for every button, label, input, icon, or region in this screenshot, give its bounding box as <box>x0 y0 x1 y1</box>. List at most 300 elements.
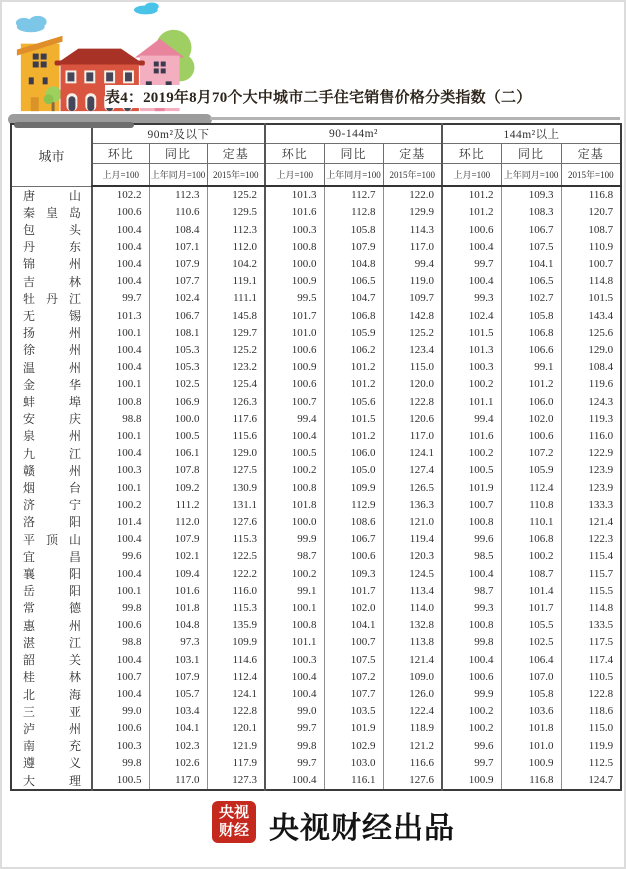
index-value: 117.0 <box>383 238 442 255</box>
index-value: 125.4 <box>207 376 265 393</box>
table-header <box>11 124 621 186</box>
index-value: 122.8 <box>561 685 621 702</box>
index-value: 98.7 <box>442 582 501 599</box>
table-row <box>11 307 621 324</box>
index-value: 107.2 <box>324 668 383 685</box>
index-value: 106.8 <box>501 324 561 341</box>
index-value: 103.1 <box>149 651 207 668</box>
index-value: 127.4 <box>383 462 442 479</box>
index-value: 100.3 <box>92 737 149 754</box>
index-value: 100.6 <box>501 427 561 444</box>
index-value: 100.3 <box>265 651 324 668</box>
index-value: 115.0 <box>561 720 621 737</box>
index-value: 131.1 <box>207 496 265 513</box>
index-value: 100.5 <box>442 462 501 479</box>
table-row <box>11 685 621 702</box>
index-value: 105.8 <box>501 685 561 702</box>
index-value: 99.8 <box>92 599 149 616</box>
city-name: 南充 <box>23 739 81 754</box>
index-value: 107.7 <box>324 685 383 702</box>
table-row <box>11 255 621 272</box>
index-value: 101.5 <box>324 410 383 427</box>
index-value: 104.1 <box>501 255 561 272</box>
city-name: 丹东 <box>23 240 81 255</box>
city-column-header: 城市 <box>11 124 92 186</box>
index-value: 106.0 <box>501 393 561 410</box>
road-shadow <box>14 122 134 128</box>
index-value: 99.9 <box>265 531 324 548</box>
index-value: 101.2 <box>442 186 501 204</box>
index-value: 101.3 <box>265 186 324 204</box>
index-value: 109.9 <box>207 634 265 651</box>
index-value: 101.3 <box>92 307 149 324</box>
index-value: 133.3 <box>561 496 621 513</box>
index-value: 100.8 <box>265 479 324 496</box>
index-value: 101.8 <box>501 720 561 737</box>
col-header: 同比 <box>501 143 561 163</box>
index-value: 119.4 <box>383 531 442 548</box>
index-value: 99.1 <box>501 359 561 376</box>
index-value: 99.3 <box>442 290 501 307</box>
index-value: 106.7 <box>149 307 207 324</box>
index-value: 100.2 <box>442 376 501 393</box>
index-value: 100.3 <box>442 359 501 376</box>
index-value: 100.4 <box>92 221 149 238</box>
index-value: 100.4 <box>92 273 149 290</box>
index-value: 101.2 <box>442 204 501 221</box>
index-value: 100.1 <box>265 599 324 616</box>
index-value: 112.7 <box>324 186 383 204</box>
index-value: 102.0 <box>501 410 561 427</box>
index-value: 110.1 <box>501 513 561 530</box>
index-value: 100.8 <box>442 513 501 530</box>
col-header: 环比 <box>265 143 324 163</box>
index-value: 103.5 <box>324 703 383 720</box>
index-value: 102.9 <box>324 737 383 754</box>
table-row <box>11 479 621 496</box>
index-value: 122.8 <box>207 703 265 720</box>
index-value: 106.6 <box>501 341 561 358</box>
index-value: 106.0 <box>324 445 383 462</box>
cloud-icon <box>16 16 47 32</box>
index-value: 135.9 <box>207 617 265 634</box>
index-value: 117.5 <box>561 634 621 651</box>
index-value: 99.7 <box>442 754 501 771</box>
index-value: 100.6 <box>92 617 149 634</box>
index-value: 99.1 <box>265 582 324 599</box>
index-value: 116.0 <box>561 427 621 444</box>
index-value: 100.4 <box>442 565 501 582</box>
table-row <box>11 634 621 651</box>
city-name: 三亚 <box>23 704 81 719</box>
index-value: 127.6 <box>383 771 442 790</box>
index-value: 115.3 <box>207 599 265 616</box>
index-value: 100.7 <box>92 668 149 685</box>
index-value: 100.8 <box>442 617 501 634</box>
index-value: 101.8 <box>149 599 207 616</box>
base-header: 上年同月=100 <box>149 163 207 186</box>
index-value: 100.4 <box>92 565 149 582</box>
index-value: 107.5 <box>324 651 383 668</box>
city-name: 温州 <box>23 360 81 375</box>
index-value: 99.7 <box>92 290 149 307</box>
index-value: 98.8 <box>92 410 149 427</box>
table-row <box>11 462 621 479</box>
index-value: 105.5 <box>501 617 561 634</box>
index-value: 100.4 <box>92 255 149 272</box>
index-value: 106.8 <box>324 307 383 324</box>
index-value: 121.2 <box>383 737 442 754</box>
city-name: 烟台 <box>23 481 81 496</box>
index-value: 122.4 <box>383 703 442 720</box>
table-row <box>11 376 621 393</box>
index-value: 104.8 <box>324 255 383 272</box>
index-value: 100.4 <box>265 685 324 702</box>
index-value: 100.6 <box>442 668 501 685</box>
index-value: 112.0 <box>149 513 207 530</box>
index-value: 99.8 <box>92 754 149 771</box>
index-value: 98.5 <box>442 548 501 565</box>
index-value: 101.2 <box>324 359 383 376</box>
index-value: 102.1 <box>149 548 207 565</box>
index-value: 102.4 <box>442 307 501 324</box>
index-value: 145.8 <box>207 307 265 324</box>
index-value: 116.8 <box>501 771 561 790</box>
index-value: 101.5 <box>561 290 621 307</box>
index-value: 142.8 <box>383 307 442 324</box>
table-title: 表4：2019年8月70个大中城市二手住宅销售价格分类指数（二） <box>105 90 532 106</box>
index-value: 101.7 <box>265 307 324 324</box>
index-value: 116.6 <box>383 754 442 771</box>
index-value: 107.5 <box>501 238 561 255</box>
index-value: 119.3 <box>561 410 621 427</box>
index-value: 100.9 <box>501 754 561 771</box>
index-value: 121.9 <box>207 737 265 754</box>
base-header: 2015年=100 <box>561 163 621 186</box>
index-value: 106.8 <box>501 531 561 548</box>
index-value: 100.6 <box>92 720 149 737</box>
index-value: 106.7 <box>501 221 561 238</box>
index-value: 99.6 <box>92 548 149 565</box>
table-row <box>11 204 621 221</box>
logo-text-line2: 财经 <box>218 822 249 839</box>
logo-text-line1: 央视 <box>218 803 249 821</box>
table-row <box>11 221 621 238</box>
index-value: 99.8 <box>265 737 324 754</box>
table-row <box>11 737 621 754</box>
cctv-finance-logo <box>212 801 256 843</box>
index-value: 114.3 <box>383 221 442 238</box>
index-value: 113.8 <box>383 634 442 651</box>
table-row <box>11 582 621 599</box>
index-value: 100.2 <box>501 548 561 565</box>
table-row <box>11 651 621 668</box>
index-value: 100.7 <box>324 634 383 651</box>
index-value: 107.9 <box>149 255 207 272</box>
table-title-box <box>105 85 622 108</box>
index-value: 124.1 <box>383 445 442 462</box>
city-name: 徐州 <box>23 343 81 358</box>
index-value: 106.5 <box>501 273 561 290</box>
index-value: 122.3 <box>561 531 621 548</box>
base-header: 上月=100 <box>442 163 501 186</box>
index-value: 108.4 <box>561 359 621 376</box>
index-value: 112.9 <box>324 496 383 513</box>
index-value: 100.9 <box>442 771 501 790</box>
index-value: 126.5 <box>383 479 442 496</box>
index-value: 124.3 <box>561 393 621 410</box>
col-header: 定基 <box>561 143 621 163</box>
table-row <box>11 599 621 616</box>
index-value: 100.9 <box>265 359 324 376</box>
index-value: 121.4 <box>561 513 621 530</box>
index-value: 129.9 <box>383 204 442 221</box>
index-value: 124.7 <box>561 771 621 790</box>
index-value: 98.8 <box>92 634 149 651</box>
index-value: 100.2 <box>265 462 324 479</box>
index-value: 100.1 <box>92 582 149 599</box>
table-body <box>11 186 621 790</box>
base-header: 2015年=100 <box>207 163 265 186</box>
group-header-under90: 90m²及以下 <box>92 124 265 143</box>
city-name: 唐山 <box>23 188 81 203</box>
index-value: 123.9 <box>561 462 621 479</box>
col-header: 同比 <box>324 143 383 163</box>
index-value: 114.0 <box>383 599 442 616</box>
index-value: 103.0 <box>324 754 383 771</box>
city-name: 常德 <box>23 601 81 616</box>
index-value: 99.0 <box>92 703 149 720</box>
index-value: 112.8 <box>324 204 383 221</box>
index-value: 100.2 <box>442 445 501 462</box>
city-name: 泉州 <box>23 429 81 444</box>
index-value: 109.0 <box>383 668 442 685</box>
index-value: 106.1 <box>149 445 207 462</box>
table-row <box>11 324 621 341</box>
index-value: 117.0 <box>383 427 442 444</box>
index-value: 101.6 <box>265 204 324 221</box>
table-row <box>11 341 621 358</box>
index-value: 103.6 <box>501 703 561 720</box>
table-row <box>11 703 621 720</box>
city-name: 赣州 <box>23 463 81 478</box>
index-value: 117.4 <box>561 651 621 668</box>
index-value: 123.9 <box>561 479 621 496</box>
cloud-icon <box>134 2 159 14</box>
index-value: 110.8 <box>501 496 561 513</box>
index-value: 110.6 <box>149 204 207 221</box>
index-value: 102.5 <box>501 634 561 651</box>
city-name: 平顶山 <box>23 532 81 547</box>
city-name: 扬州 <box>23 326 81 341</box>
city-name: 金华 <box>23 377 81 392</box>
index-value: 117.9 <box>207 754 265 771</box>
index-value: 105.9 <box>324 324 383 341</box>
table-row <box>11 238 621 255</box>
index-value: 115.6 <box>207 427 265 444</box>
index-value: 125.2 <box>383 324 442 341</box>
table-row <box>11 186 621 204</box>
index-value: 136.3 <box>383 496 442 513</box>
city-name: 宜昌 <box>23 549 81 564</box>
table-row <box>11 496 621 513</box>
index-value: 106.4 <box>501 651 561 668</box>
index-value: 109.7 <box>383 290 442 307</box>
index-value: 107.9 <box>324 238 383 255</box>
index-value: 107.7 <box>149 273 207 290</box>
table-row <box>11 771 621 790</box>
index-value: 107.9 <box>149 668 207 685</box>
index-value: 99.6 <box>442 531 501 548</box>
index-value: 100.3 <box>265 221 324 238</box>
index-value: 100.4 <box>265 771 324 790</box>
index-value: 118.9 <box>383 720 442 737</box>
table-row <box>11 513 621 530</box>
city-name: 泸州 <box>23 721 81 736</box>
index-value: 99.7 <box>442 255 501 272</box>
table-row <box>11 754 621 771</box>
col-header: 环比 <box>92 143 149 163</box>
table-row <box>11 548 621 565</box>
index-value: 133.5 <box>561 617 621 634</box>
index-value: 119.6 <box>561 376 621 393</box>
index-value: 101.2 <box>501 376 561 393</box>
index-value: 105.3 <box>149 341 207 358</box>
index-value: 117.0 <box>149 771 207 790</box>
index-value: 100.6 <box>442 221 501 238</box>
index-value: 123.4 <box>383 341 442 358</box>
ground-line <box>210 117 620 120</box>
index-value: 101.2 <box>324 376 383 393</box>
index-value: 119.0 <box>383 273 442 290</box>
index-value: 124.5 <box>383 565 442 582</box>
index-value: 100.4 <box>92 651 149 668</box>
index-value: 107.0 <box>501 668 561 685</box>
index-value: 100.7 <box>561 255 621 272</box>
index-value: 100.1 <box>92 324 149 341</box>
city-name: 蚌埠 <box>23 395 81 410</box>
index-value: 105.9 <box>501 462 561 479</box>
index-value: 104.7 <box>324 290 383 307</box>
index-value: 101.8 <box>265 496 324 513</box>
base-header: 上月=100 <box>92 163 149 186</box>
index-value: 100.1 <box>92 479 149 496</box>
index-value: 100.0 <box>265 255 324 272</box>
index-value: 100.3 <box>92 462 149 479</box>
col-header: 定基 <box>207 143 265 163</box>
index-value: 108.4 <box>149 221 207 238</box>
index-value: 122.9 <box>561 445 621 462</box>
table-row <box>11 720 621 737</box>
index-value: 112.4 <box>207 668 265 685</box>
index-value: 100.8 <box>265 617 324 634</box>
index-value: 116.0 <box>207 582 265 599</box>
index-value: 100.5 <box>92 771 149 790</box>
index-value: 104.8 <box>149 617 207 634</box>
city-name: 锦州 <box>23 257 81 272</box>
index-value: 107.2 <box>501 445 561 462</box>
index-value: 120.6 <box>383 410 442 427</box>
index-value: 129.7 <box>207 324 265 341</box>
city-name: 牡丹江 <box>23 291 81 306</box>
index-value: 107.1 <box>149 238 207 255</box>
index-value: 101.7 <box>324 582 383 599</box>
index-value: 114.8 <box>561 599 621 616</box>
index-value: 100.6 <box>265 341 324 358</box>
index-value: 127.6 <box>207 513 265 530</box>
city-name: 北海 <box>23 687 81 702</box>
index-value: 100.0 <box>265 513 324 530</box>
footer-credit-text: 央视财经出品 <box>269 812 455 845</box>
table-row <box>11 668 621 685</box>
index-value: 109.2 <box>149 479 207 496</box>
index-value: 122.8 <box>383 393 442 410</box>
index-value: 104.2 <box>207 255 265 272</box>
index-value: 129.5 <box>207 204 265 221</box>
index-value: 99.5 <box>265 290 324 307</box>
index-value: 125.6 <box>561 324 621 341</box>
index-value: 122.5 <box>207 548 265 565</box>
index-value: 108.3 <box>501 204 561 221</box>
index-value: 106.5 <box>324 273 383 290</box>
table-row <box>11 273 621 290</box>
city-name: 秦皇岛 <box>23 205 81 220</box>
index-value: 99.9 <box>442 685 501 702</box>
index-value: 100.2 <box>442 720 501 737</box>
col-header: 环比 <box>442 143 501 163</box>
table-row <box>11 393 621 410</box>
index-value: 115.4 <box>561 548 621 565</box>
index-value: 112.3 <box>207 221 265 238</box>
index-value: 112.4 <box>501 479 561 496</box>
index-value: 115.3 <box>207 531 265 548</box>
index-value: 109.3 <box>324 565 383 582</box>
index-value: 119.1 <box>207 273 265 290</box>
table-row <box>11 531 621 548</box>
index-value: 130.9 <box>207 479 265 496</box>
index-value: 105.6 <box>324 393 383 410</box>
index-value: 112.3 <box>149 186 207 204</box>
col-header: 同比 <box>149 143 207 163</box>
index-value: 100.7 <box>442 496 501 513</box>
index-value: 111.2 <box>149 496 207 513</box>
index-value: 104.1 <box>324 617 383 634</box>
index-value: 109.9 <box>324 479 383 496</box>
index-value: 107.9 <box>149 531 207 548</box>
index-value: 105.7 <box>149 685 207 702</box>
index-value: 107.8 <box>149 462 207 479</box>
index-value: 100.4 <box>92 445 149 462</box>
index-value: 101.1 <box>265 634 324 651</box>
index-value: 114.8 <box>561 273 621 290</box>
index-value: 100.1 <box>92 427 149 444</box>
index-value: 99.7 <box>265 754 324 771</box>
index-value: 106.7 <box>324 531 383 548</box>
index-value: 105.3 <box>149 359 207 376</box>
index-value: 109.4 <box>149 565 207 582</box>
index-value: 101.4 <box>92 513 149 530</box>
index-value: 100.6 <box>324 548 383 565</box>
index-value: 106.2 <box>324 341 383 358</box>
city-name: 济宁 <box>23 498 81 513</box>
index-value: 124.1 <box>207 685 265 702</box>
base-header: 上月=100 <box>265 163 324 186</box>
index-value: 112.5 <box>561 754 621 771</box>
index-value: 132.8 <box>383 617 442 634</box>
index-value: 102.4 <box>149 290 207 307</box>
table-row <box>11 410 621 427</box>
index-value: 105.8 <box>324 221 383 238</box>
